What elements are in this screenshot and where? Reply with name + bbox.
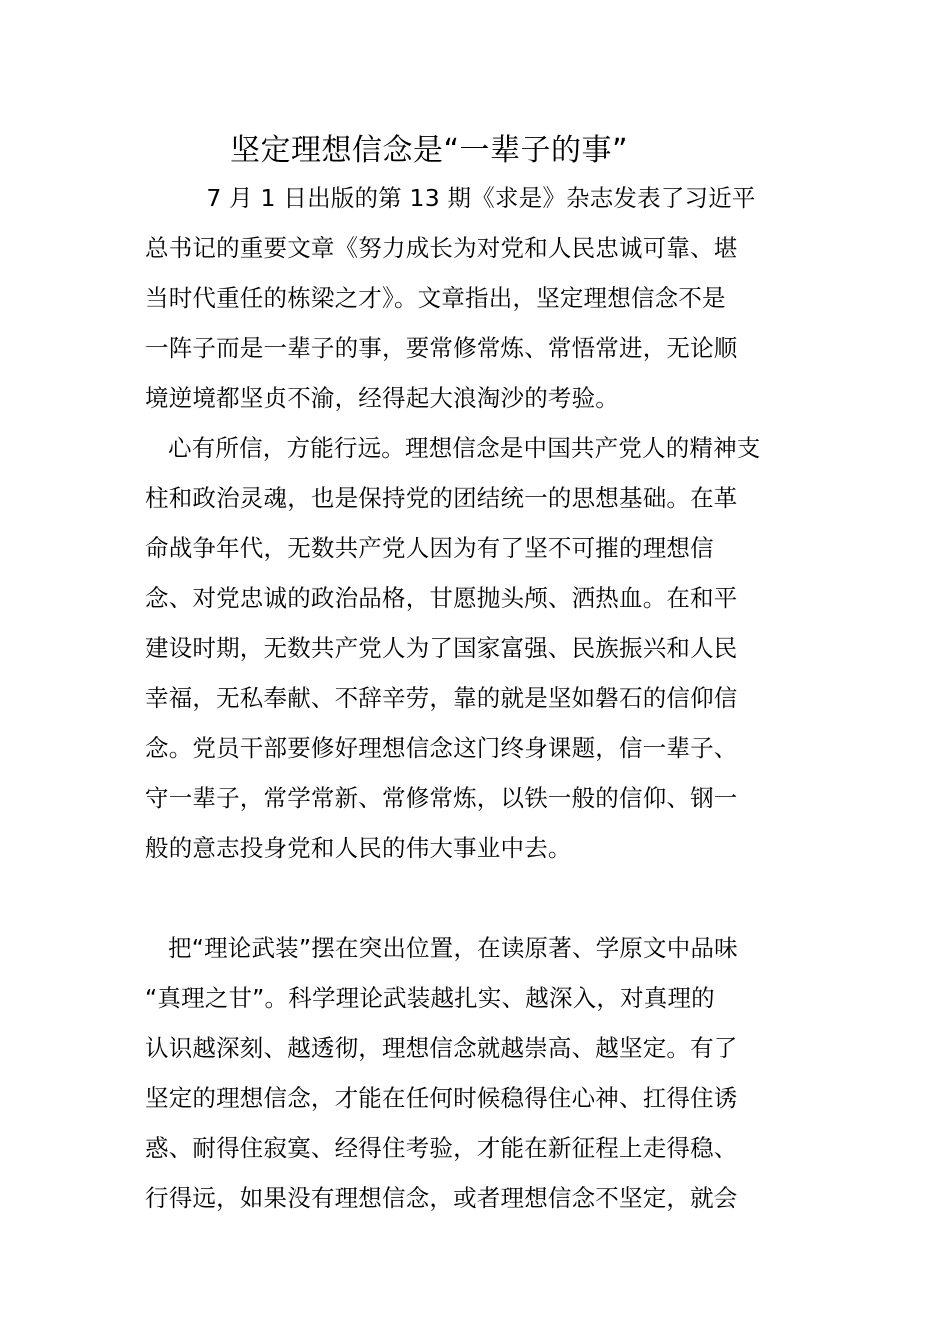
paragraph-line: 建设时期，无数共产党人为了国家富强、民族振兴和人民: [145, 634, 738, 662]
paragraph-line: “真理之甘”。科学理论武装越扎实、越深入，对真理的: [145, 984, 715, 1012]
paragraph-line: 当时代重任的栋梁之才》。文章指出，坚定理想信念不是: [145, 284, 726, 312]
paragraph-line: 念。党员干部要修好理想信念这门终身课题，信一辈子、: [145, 734, 738, 762]
paragraph-spacer: [145, 873, 815, 923]
paragraph-line: 7 月 1 日出版的第 13 期《求是》杂志发表了习近平: [145, 184, 756, 212]
paragraph-line: 境逆境都坚贞不渝，经得起大浪淘沙的考验。: [145, 384, 619, 412]
paragraph-line: 般的意志投身党和人民的伟大事业中去。: [145, 834, 572, 862]
paragraph-3: [145, 923, 815, 1223]
paragraph-line: 惑、耐得住寂寞、经得住考验，才能在新征程上走得稳、: [145, 1134, 738, 1162]
paragraph-line: 坚定的理想信念，才能在任何时候稳得住心神、扛得住诱: [145, 1084, 738, 1112]
paragraph-2: [145, 423, 815, 873]
document-title: 坚定理想信念是“一辈子的事”: [230, 133, 629, 168]
document-body: [145, 173, 815, 1223]
paragraph-line: 柱和政治灵魂，也是保持党的团结统一的思想基础。在革: [145, 484, 738, 512]
paragraph-line: 总书记的重要文章《努力成长为对党和人民忠诚可靠、堪: [145, 234, 738, 262]
paragraph-line: 念、对党忠诚的政治品格，甘愿抛头颅、洒热血。在和平: [145, 584, 738, 612]
paragraph-line: 认识越深刻、越透彻，理想信念就越崇高、越坚定。有了: [145, 1034, 738, 1062]
paragraph-line: 心有所信，方能行远。理想信念是中国共产党人的精神支: [145, 434, 761, 462]
paragraph-line: 守一辈子，常学常新、常修常炼，以铁一般的信仰、钢一: [145, 784, 738, 812]
paragraph-line: 幸福，无私奉献、不辞辛劳，靠的就是坚如磐石的信仰信: [145, 684, 738, 712]
paragraph-line: 行得远，如果没有理想信念，或者理想信念不坚定，就会: [145, 1184, 738, 1212]
paragraph-1: [145, 173, 815, 423]
paragraph-line: 把“理论武装”摆在突出位置，在读原著、学原文中品味: [145, 934, 738, 962]
paragraph-line: 一阵子而是一辈子的事，要常修常炼、常悟常进，无论顺: [145, 334, 738, 362]
paragraph-line: 命战争年代，无数共产党人因为有了坚不可摧的理想信: [145, 534, 714, 562]
